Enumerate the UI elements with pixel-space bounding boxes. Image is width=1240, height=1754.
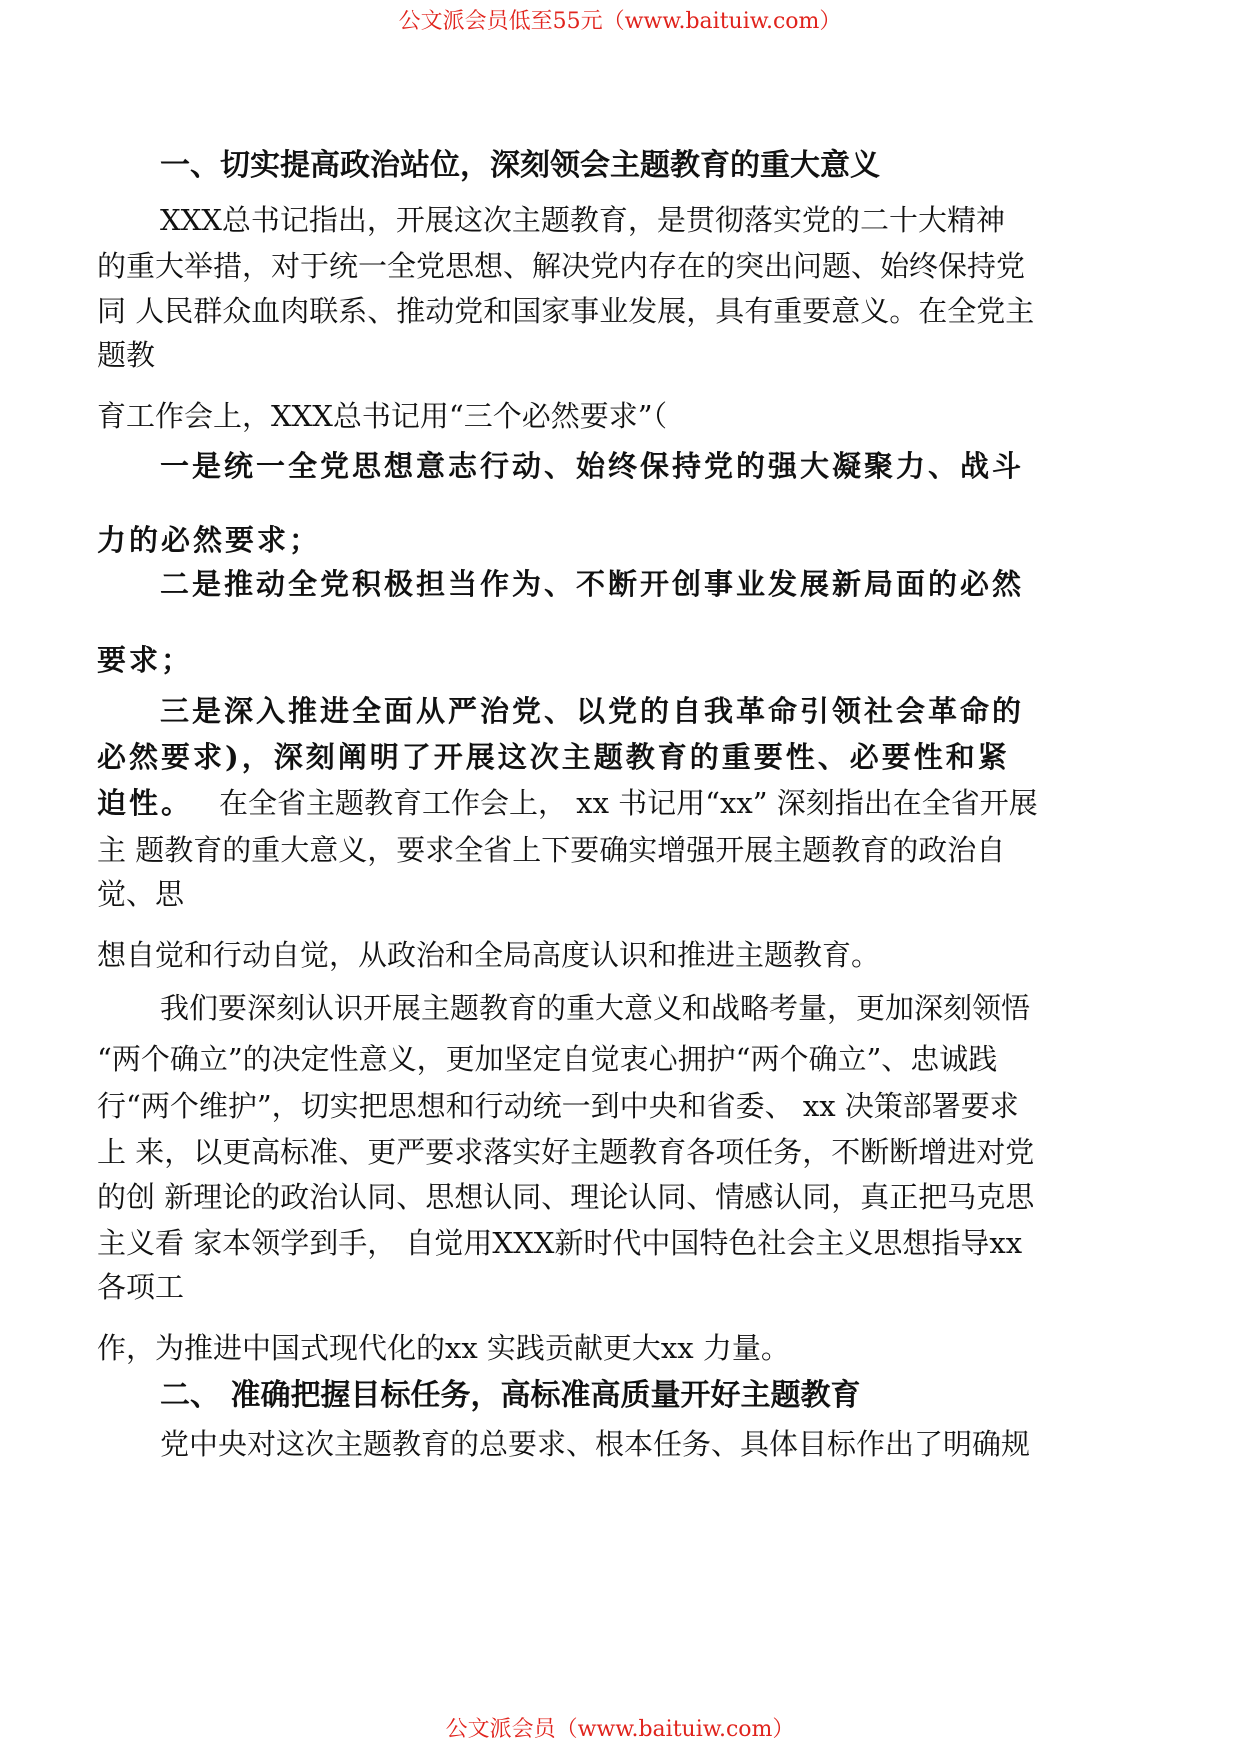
paragraph-line: “两个确立”的决定性意义，更加坚定自觉衷心拥护“两个确立”、忠诚践 — [97, 1042, 998, 1076]
paragraph-line: 想自觉和行动自觉，从政治和全局高度认识和推进主题教育。 — [97, 938, 881, 972]
bold-point-2: 二是推动全党积极担当作为、不断开创事业发展新局面的必然 — [160, 567, 1025, 601]
paragraph-line: 党中央对这次主题教育的总要求、根本任务、具体目标作出了明确规 — [160, 1427, 1031, 1461]
paragraph-line: XXX总书记指出，开展这次主题教育，是贯彻落实党的二十大精神 — [160, 203, 1005, 237]
mixed-line — [97, 786, 1038, 820]
footer-watermark: 公文派会员（www.baituiw.com） — [445, 1717, 795, 1742]
paragraph-line: 主 题教育的重大意义，要求全省上下要确实增强开展主题教育的政治自 — [97, 833, 1006, 867]
bold-point-3: 三是深入推进全面从严治党、以党的自我革命引领社会革命的 — [160, 694, 1025, 728]
paragraph-line: 我们要深刻认识开展主题教育的重大意义和战略考量，更加深刻领悟 — [160, 991, 1031, 1025]
bold-point-3-cont: 必然要求)，深刻阐明了开展这次主题教育的重要性、必要性和紧 — [97, 740, 1010, 774]
header-watermark: 公文派会员低至55元（www.baituiw.com） — [398, 9, 842, 34]
paragraph-line: 的创 新理论的政治认同、思想认同、理论认同、情感认同，真正把马克思 — [97, 1180, 1035, 1214]
paragraph-line: 各项工 — [97, 1270, 185, 1304]
bold-point-2-cont: 要求； — [97, 643, 194, 677]
paragraph-line: 的重大举措，对于统一全党思想、解决党内存在的突出问题、始终保持党 — [97, 249, 1026, 283]
section-heading-2: 二、 准确把握目标任务，高标准高质量开好主题教育 — [160, 1378, 861, 1413]
section-heading-1: 一、切实提高政治站位，深刻领会主题教育的重大意义 — [160, 148, 880, 183]
paragraph-line: 题教 — [97, 338, 156, 372]
bold-point-1: 一是统一全党思想意志行动、始终保持党的强大凝聚力、战斗 — [160, 449, 1025, 483]
paragraph-line: 主义看 家本领学到手， 自觉用XXX新时代中国特色社会主义思想指导xx — [97, 1226, 1023, 1260]
paragraph-line: 育工作会上，XXX总书记用“三个必然要求”（ — [97, 399, 668, 433]
bold-point-1-cont: 力的必然要求； — [97, 523, 322, 557]
bold-inline-text: 迫性。 — [97, 786, 194, 820]
paragraph-text: 在全省主题教育工作会上， xx 书记用“xx” 深刻指出在全省开展 — [219, 786, 1038, 820]
paragraph-line: 同 人民群众血肉联系、推动党和国家事业发展，具有重要意义。在全党主 — [97, 294, 1035, 328]
paragraph-line: 作，为推进中国式现代化的xx 实践贡献更大xx 力量。 — [97, 1331, 790, 1365]
paragraph-line: 觉、思 — [97, 877, 185, 911]
paragraph-line: 上 来，以更高标准、更严要求落实好主题教育各项任务，不断断增进对党 — [97, 1135, 1035, 1169]
paragraph-line: 行“两个维护”，切实把思想和行动统一到中央和省委、 xx 决策部署要求 — [97, 1089, 1019, 1123]
